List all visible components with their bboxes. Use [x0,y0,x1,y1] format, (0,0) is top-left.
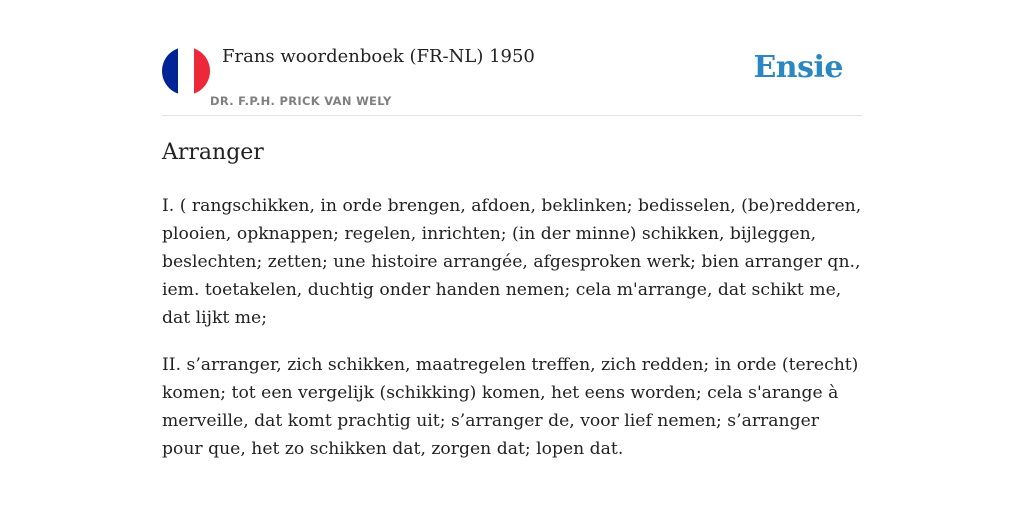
flag-stripe-red [194,47,210,95]
flag-stripe-white [178,47,194,95]
france-flag-icon [162,47,210,95]
ensie-logo-link[interactable]: Ensie [753,50,843,85]
definition-paragraph-1: I. ( rangschikken, in orde brengen, afdoen, beklinken; bedisselen, (be)redderen, plooien, opknappen; regelen, inrichten; (in der minne) schikken, bijleggen, beslechten; zetten; une histoire arrangée, afgesproken werk; bien arranger qn., iem. toetakelen, duchtig onder handen nemen; cela m'arrange, dat schikt me, dat lijkt me; [162,196,862,328]
flag-stripe-blue [162,47,178,95]
definition-paragraph-2: II. s’arranger, zich schikken, maatregelen treffen, zich redden; in orde (terecht) komen; tot een vergelijk (schikking) komen, het eens worden; cela s'arange à merveille, dat komt prachtig uit; s’arranger de, voor lief nemen; s’arranger pour que, het zo schikken dat, zorgen dat; lopen dat. [162,355,859,459]
entry-headword: Arranger [162,140,264,165]
dictionary-author: DR. F.P.H. PRICK VAN WELY [210,94,392,108]
dictionary-header [162,40,862,116]
dictionary-title: Frans woordenboek (FR-NL) 1950 [222,46,535,67]
dictionary-card [162,40,862,463]
